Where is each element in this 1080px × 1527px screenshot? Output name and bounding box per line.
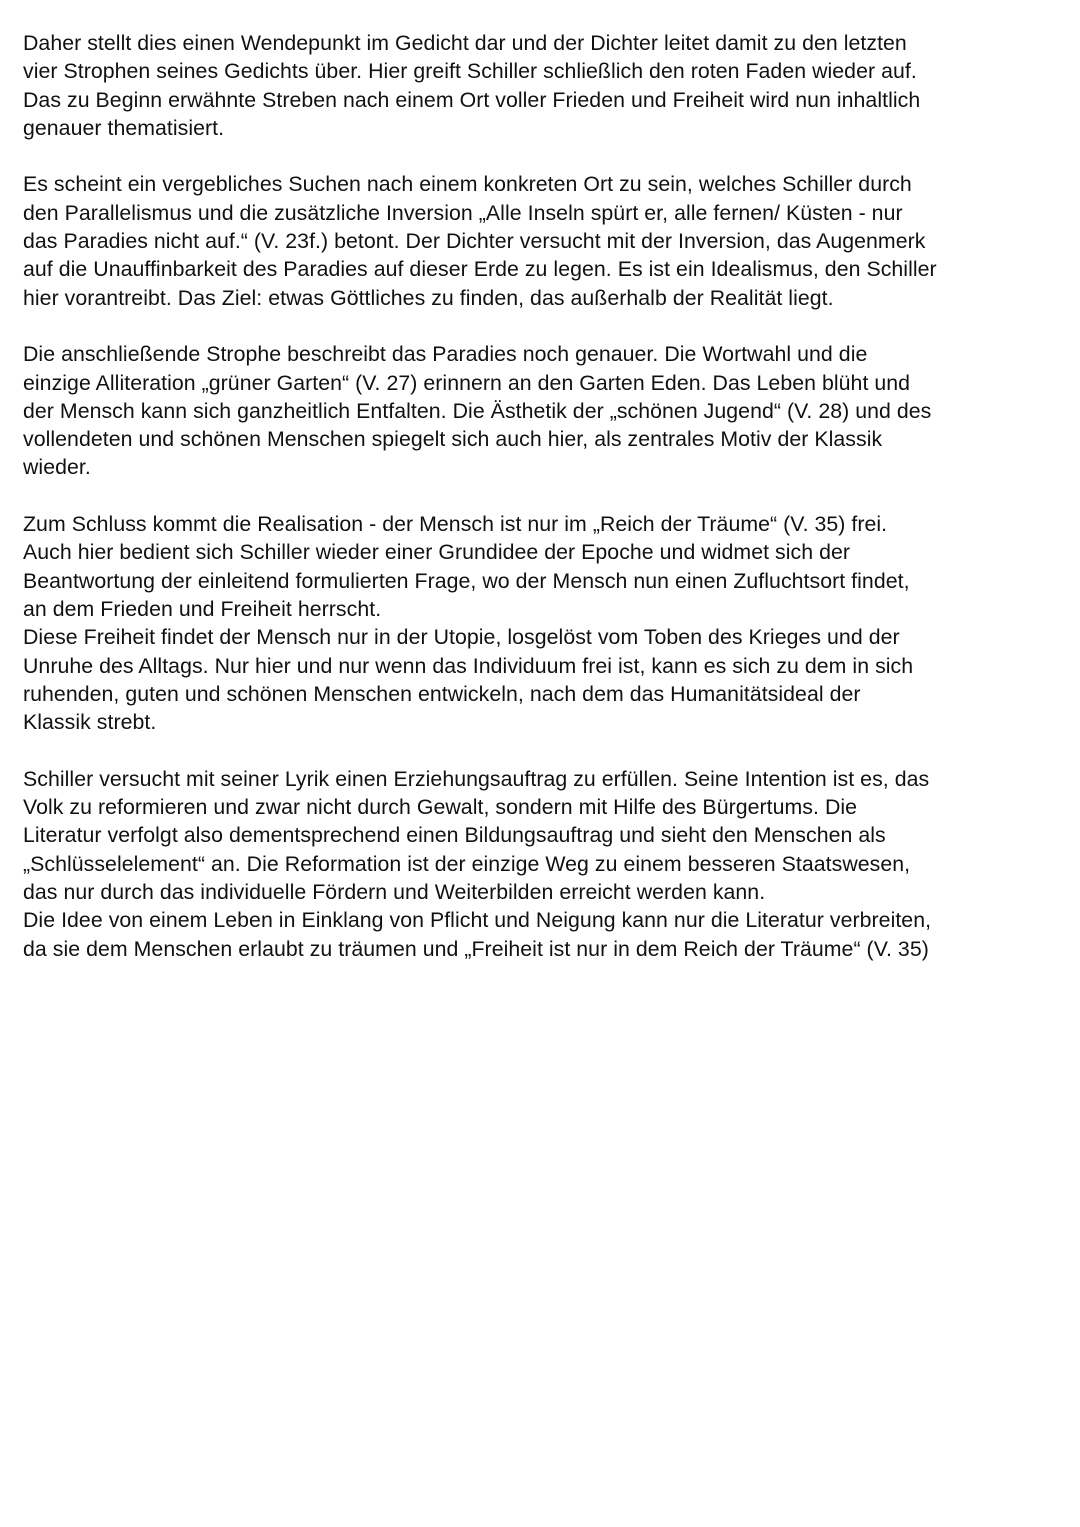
text-line: Diese Freiheit findet der Mensch nur in der Utopie, losgelöst vom Toben des Krieges und der [23,625,900,650]
paragraph-suche [23,170,1053,311]
text-line: den Parallelismus und die zusätzliche Inversion „Alle Inseln spürt er, alle fernen/ Küsten - nur [23,200,903,225]
text-line: das nur durch das individuelle Fördern und Weiterbilden erreicht werden kann. [23,879,766,904]
text-line: da sie dem Menschen erlaubt zu träumen und „Freiheit ist nur in dem Reich der Träume“ (V. 35) [23,936,929,961]
text-line: der Mensch kann sich ganzheitlich Entfalten. Die Ästhetik der „schönen Jugend“ (V. 28) und des [23,398,932,423]
text-line: Volk zu reformieren und zwar nicht durch Gewalt, sondern mit Hilfe des Bürgertums. Die [23,795,858,820]
text-line: einzige Alliteration „grüner Garten“ (V. 27) erinnern an den Garten Eden. Das Leben blüht und [23,370,911,395]
text-line: genauer thematisiert. [23,115,225,140]
paragraph-utopie [23,623,1053,736]
text-line: Zum Schluss kommt die Realisation - der Mensch ist nur im „Reich der Träume“ (V. 35) frei. [23,512,888,537]
paragraph-erziehungsauftrag [23,765,1053,906]
text-line: auf die Unauffinbarkeit des Paradies auf dieser Erde zu legen. Es ist ein Idealismus, den Schiller [23,257,937,282]
text-line: Die Idee von einem Leben in Einklang von Pflicht und Neigung kann nur die Literatur verbreiten, [23,908,932,933]
text-line: ruhenden, guten und schönen Menschen entwickeln, nach dem das Humanitätsideal der [23,681,861,706]
text-line: Das zu Beginn erwähnte Streben nach einem Ort voller Frieden und Freiheit wird nun inhaltlich [23,87,921,112]
paragraph-pflicht-neigung [23,906,1053,963]
paragraph-schluss [23,510,1053,623]
text-line: Klassik strebt. [23,710,157,735]
text-line: „Schlüsselelement“ an. Die Reformation ist der einzige Weg zu einem besseren Staatswesen, [23,851,911,876]
text-line: Die anschließende Strophe beschreibt das Paradies noch genauer. Die Wortwahl und die [23,342,868,367]
text-line: Daher stellt dies einen Wendepunkt im Gedicht dar und der Dichter leitet damit zu den letzten [23,31,907,55]
text-line: hier vorantreibt. Das Ziel: etwas Göttliches zu finden, das außerhalb der Realität liegt. [23,285,834,310]
text-line: das Paradies nicht auf.“ (V. 23f.) betont. Der Dichter versucht mit der Inversion, das Augenmerk [23,229,926,254]
text-line: Literatur verfolgt also dementsprechend einen Bildungsauftrag und sieht den Menschen als [23,823,886,848]
document-page [23,29,1053,991]
text-line: vollendeten und schönen Menschen spiegelt sich auch hier, als zentrales Motiv der Klassik [23,427,883,452]
paragraph-wendepunkt [23,29,1053,142]
text-line: Unruhe des Alltags. Nur hier und nur wenn das Individuum frei ist, kann es sich zu dem in sich [23,653,914,678]
paragraph-paradies [23,340,1053,481]
text-line: Beantwortung der einleitend formulierten Frage, wo der Mensch nun einen Zufluchtsort findet, [23,568,910,593]
text-line: Auch hier bedient sich Schiller wieder einer Grundidee der Epoche und widmet sich der [23,540,850,565]
text-line: Es scheint ein vergebliches Suchen nach einem konkreten Ort zu sein, welches Schiller durch [23,172,912,197]
text-line: an dem Frieden und Freiheit herrscht. [23,596,382,621]
text-line: vier Strophen seines Gedichts über. Hier greift Schiller schließlich den roten Faden wieder auf. [23,59,917,84]
text-line: wieder. [23,455,91,480]
text-line: Schiller versucht mit seiner Lyrik einen Erziehungsauftrag zu erfüllen. Seine Intention ist es, das [23,766,930,791]
